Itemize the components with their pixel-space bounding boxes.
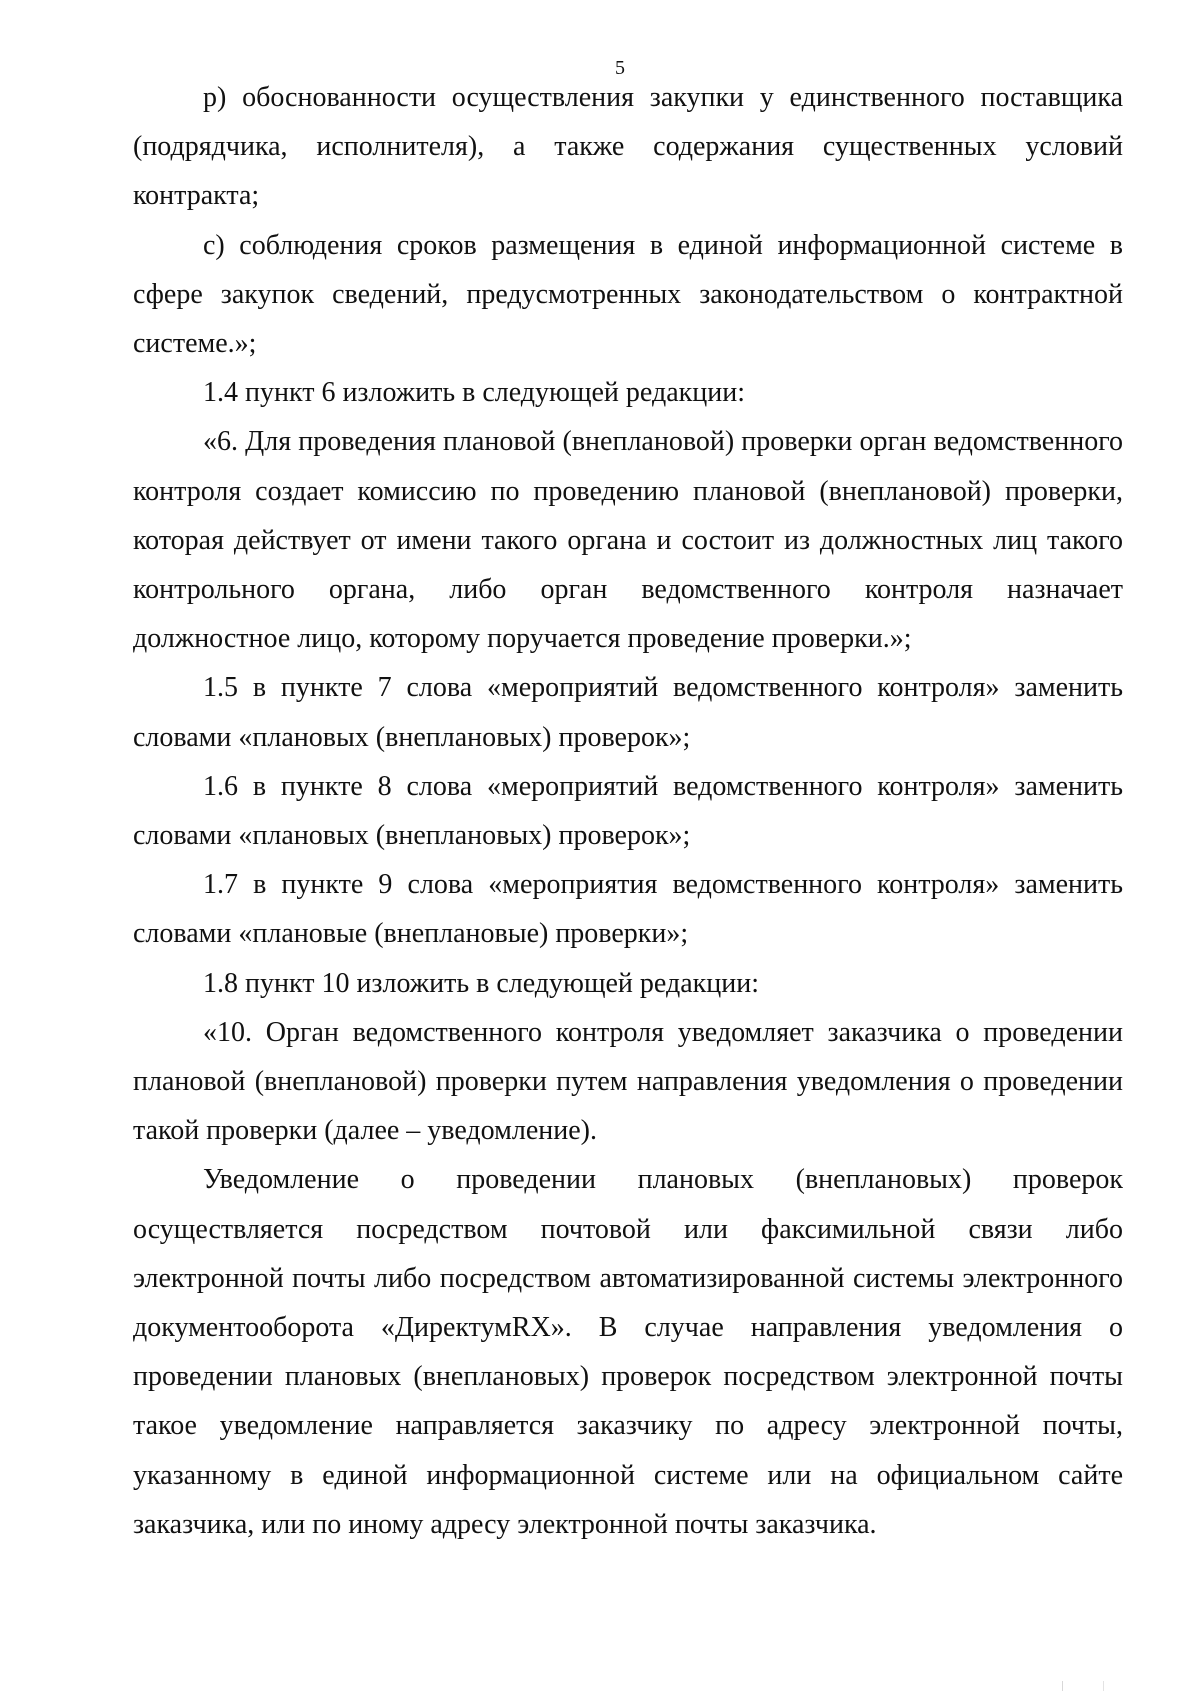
paragraph-1-8: 1.8 пункт 10 изложить в следующей редакции: — [203, 967, 759, 999]
paragraph-1-7: 1.7 в пункте 9 слова «мероприятия ведомственного контроля» заменить словами «плановые (внеплановые) проверки»; — [133, 869, 1123, 950]
scan-artifact — [1062, 1681, 1104, 1691]
paragraph-notification: Уведомление о проведении плановых (внеплановых) проверок осуществляется посредством почтовой или факсимильной связи либо электронной почты либо посредством автоматизированной системы электронного документооборота «ДиректумRX». В случае направления уведомления о проведении плановых (внеплановых) проверок посредством электронной почты такое уведомление направляется заказчику по адресу электронной почты, указанному в единой информационной системе или на официальном сайте заказчика, или по иному адресу электронной почты заказчика. — [133, 1164, 1123, 1540]
page-number: 5 — [615, 57, 625, 79]
paragraph-r: р) обоснованности осуществления закупки у единственного поставщика (подрядчика, исполнителя), а также содержания существенных условий контракта; — [133, 82, 1123, 212]
paragraph-s: с) соблюдения сроков размещения в единой информационной системе в сфере закупок сведений, предусмотренных законодательством о контрактной системе.»; — [133, 229, 1123, 360]
paragraph-1-5: 1.5 в пункте 7 слова «мероприятий ведомственного контроля» заменить словами «плановых (внеплановых) проверок»; — [133, 672, 1123, 753]
paragraph-1-6: 1.6 в пункте 8 слова «мероприятий ведомственного контроля» заменить словами «плановых (внеплановых) проверок»; — [133, 770, 1123, 852]
paragraph-point-6: «6. Для проведения плановой (внеплановой) проверки орган ведомственного контроля создает комиссию по проведению плановой (внеплановой) проверки, которая действует от имени такого органа и состоит из должностных лиц такого контрольного органа, либо орган ведомственного контроля назначает должностное лицо, которому поручается проведение проверки.»; — [133, 426, 1123, 655]
document-body — [133, 73, 1123, 1549]
paragraph-1-4: 1.4 пункт 6 изложить в следующей редакции: — [203, 377, 745, 409]
paragraph-point-10: «10. Орган ведомственного контроля уведомляет заказчика о проведении плановой (внеплановой) проверки путем направления уведомления о проведении такой проверки (далее – уведомление). — [133, 1016, 1123, 1147]
